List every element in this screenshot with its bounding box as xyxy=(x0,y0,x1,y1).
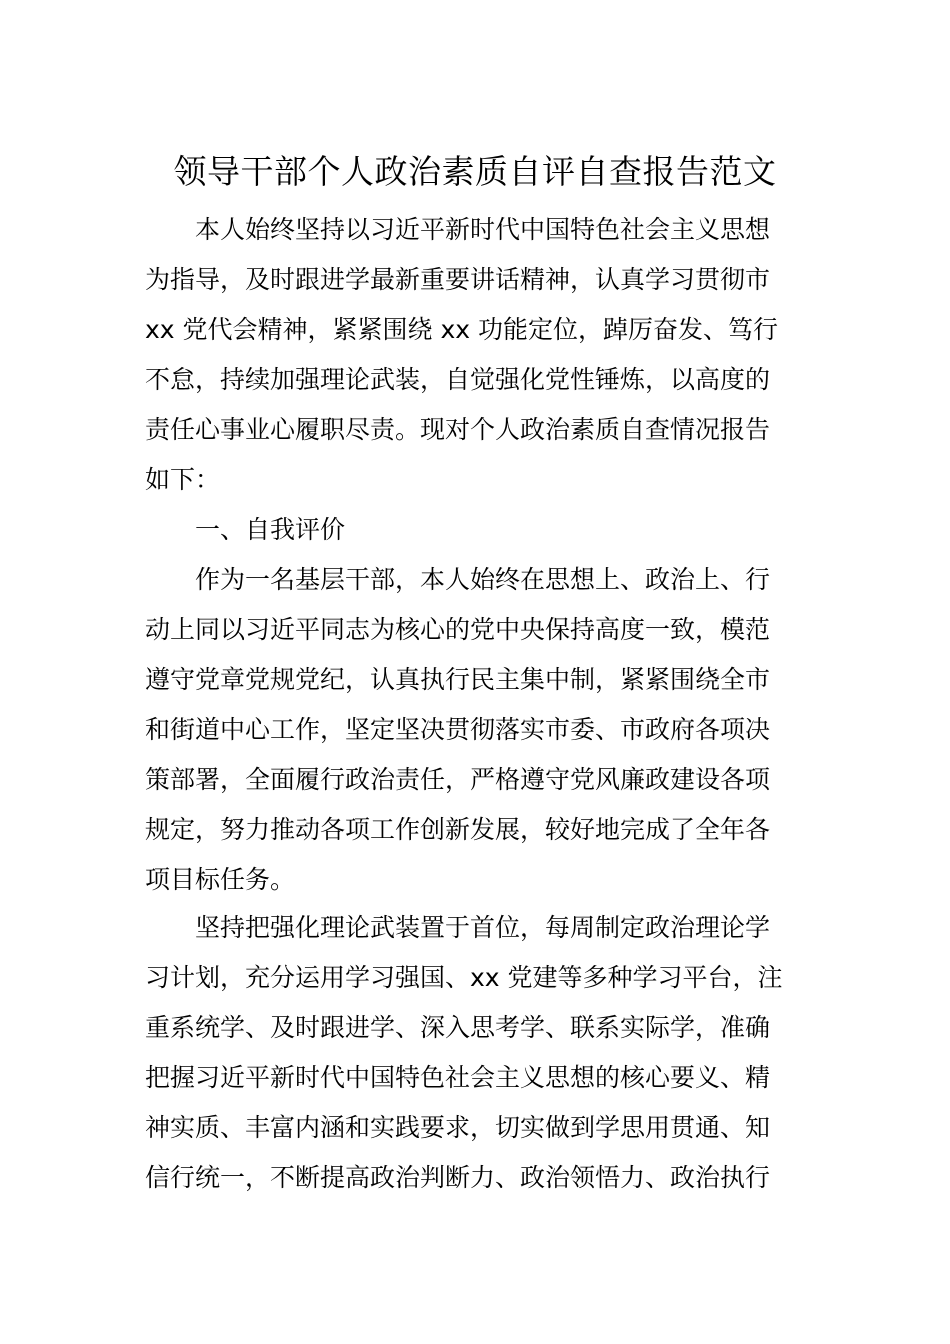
section-heading-block xyxy=(145,505,785,555)
paragraph-line: 重系统学、及时跟进学、深入思考学、联系实际学，准确 xyxy=(145,1013,771,1042)
paragraph-line: 神实质、丰富内涵和实践要求，切实做到学思用贯通、知 xyxy=(145,1113,771,1142)
theory-study-paragraph xyxy=(145,903,785,1203)
paragraph-line: 作为一名基层干部，本人始终在思想上、政治上、行 xyxy=(195,565,771,594)
paragraph-line: 如下： xyxy=(145,465,221,494)
paragraph-line: 规定，努力推动各项工作创新发展，较好地完成了全年各 xyxy=(145,815,771,844)
paragraph-line: 坚持把强化理论武装置于首位，每周制定政治理论学 xyxy=(195,913,771,942)
paragraph-line: 责任心事业心履职尽责。现对个人政治素质自查情况报告 xyxy=(145,415,771,444)
document-title: 领导干部个人政治素质自评自查报告范文 xyxy=(173,152,777,191)
intro-paragraph xyxy=(145,205,785,505)
paragraph-line: xx 党代会精神，紧紧围绕 xx 功能定位，踔厉奋发、笃行 xyxy=(145,315,779,344)
paragraph-line: 把握习近平新时代中国特色社会主义思想的核心要义、精 xyxy=(145,1063,771,1092)
paragraph-line: 和街道中心工作，坚定坚决贯彻落实市委、市政府各项决 xyxy=(145,715,771,744)
paragraph-line: 遵守党章党规党纪，认真执行民主集中制，紧紧围绕全市 xyxy=(145,665,771,694)
paragraph-line: 信行统一，不断提高政治判断力、政治领悟力、政治执行 xyxy=(145,1163,771,1192)
self-evaluation-paragraph xyxy=(145,555,785,905)
paragraph-line: 习计划，充分运用学习强国、xx 党建等多种学习平台，注 xyxy=(145,963,783,992)
paragraph-line: 为指导，及时跟进学最新重要讲话精神，认真学习贯彻市 xyxy=(145,265,771,294)
paragraph-line: 项目标任务。 xyxy=(145,865,296,894)
paragraph-line: 策部署，全面履行政治责任，严格遵守党风廉政建设各项 xyxy=(145,765,771,794)
paragraph-line: 不怠，持续加强理论武装，自觉强化党性锤炼，以高度的 xyxy=(145,365,771,394)
paragraph-line: 动上同以习近平同志为核心的党中央保持高度一致，模范 xyxy=(145,615,771,644)
section-heading: 一、自我评价 xyxy=(195,515,346,544)
paragraph-line: 本人始终坚持以习近平新时代中国特色社会主义思想 xyxy=(195,215,771,244)
